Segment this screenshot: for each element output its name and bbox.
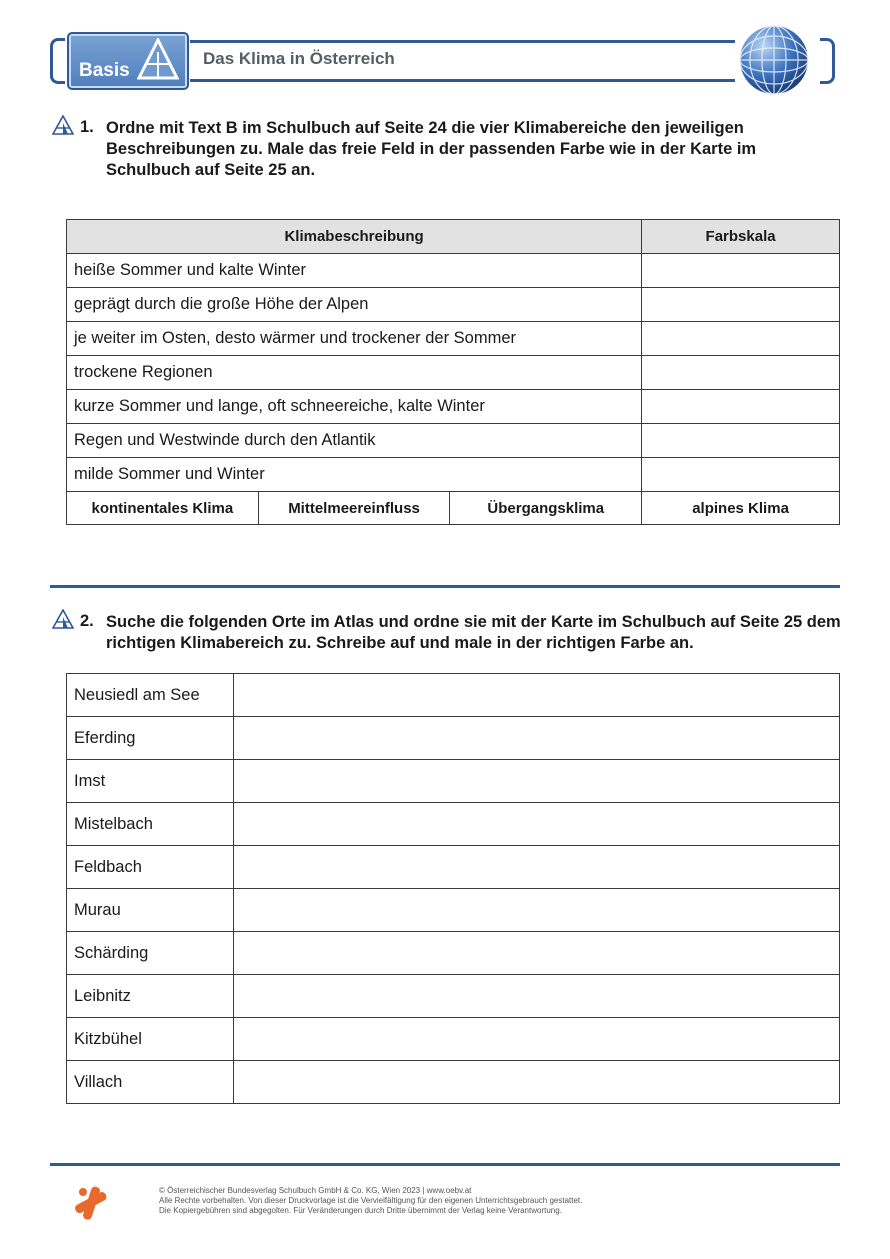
table-row (67, 458, 840, 492)
color-fill-cell[interactable] (642, 390, 840, 424)
table-row (67, 1018, 840, 1061)
table-row (67, 1061, 840, 1104)
publisher-logo-icon (72, 1184, 110, 1222)
color-fill-cell[interactable] (642, 254, 840, 288)
task1-instruction: Ordne mit Text B im Schulbuch auf Seite 24 die vier Klimabereiche den jeweiligen Beschreibungen zu. Male das freie Feld in der passenden Farbe wie in der Karte im Schulbuch auf Seite 25 an. (106, 119, 757, 179)
climate-table (66, 219, 840, 525)
description-cell: kurze Sommer und lange, oft schneereiche, kalte Winter (67, 390, 642, 424)
description-cell: trockene Regionen (67, 356, 642, 390)
answer-cell[interactable] (234, 717, 840, 760)
copyright-line: © Österreichischer Bundesverlag Schulbuch GmbH & Co. KG, Wien 2023 | www.oebv.at (159, 1186, 472, 1195)
answer-cell[interactable] (234, 674, 840, 717)
section-divider (50, 585, 840, 588)
basis-label: Basis (79, 60, 130, 81)
climate-options-row (67, 492, 840, 525)
description-cell: milde Sommer und Winter (67, 458, 642, 492)
place-name: Villach (67, 1061, 234, 1104)
answer-cell[interactable] (234, 889, 840, 932)
color-fill-cell[interactable] (642, 458, 840, 492)
table-row (67, 288, 840, 322)
answer-cell[interactable] (234, 975, 840, 1018)
option-kontinentales-klima: kontinentales Klima (67, 492, 259, 525)
basis-badge (67, 32, 189, 90)
page-title: Das Klima in Österreich (203, 49, 395, 68)
task2-level-icon (52, 609, 74, 629)
answer-cell[interactable] (234, 1018, 840, 1061)
task2-instruction: Suche die folgenden Orte im Atlas und ordne sie mit der Karte im Schulbuch auf Seite 25 dem richtigen Klimabereich zu. Schreibe auf und male in der richtigen Farbe an. (106, 613, 841, 652)
table-row (67, 390, 840, 424)
place-name: Feldbach (67, 846, 234, 889)
rights-line: Alle Rechte vorbehalten. Von dieser Druckvorlage ist die Vervielfältigung für den eigenen Unterrichtsgebrauch gestattet. (159, 1196, 583, 1205)
color-fill-cell[interactable] (642, 288, 840, 322)
right-bracket (820, 38, 835, 84)
table-row (67, 322, 840, 356)
option-uebergangsklima: Übergangsklima (450, 492, 642, 525)
copyright-notice (159, 1186, 582, 1216)
table-row (67, 674, 840, 717)
place-name: Mistelbach (67, 803, 234, 846)
task1-number: 1. (80, 118, 94, 136)
page-header (0, 0, 890, 110)
table-row (67, 717, 840, 760)
places-table (66, 673, 840, 1104)
description-cell: heiße Sommer und kalte Winter (67, 254, 642, 288)
level-triangle-icon (137, 38, 179, 82)
description-cell: geprägt durch die große Höhe der Alpen (67, 288, 642, 322)
answer-cell[interactable] (234, 932, 840, 975)
column-header-description: Klimabeschreibung (67, 220, 642, 254)
table-row (67, 356, 840, 390)
option-mittelmeereinfluss: Mittelmeereinfluss (258, 492, 450, 525)
option-alpines-klima: alpines Klima (642, 492, 840, 525)
place-name: Kitzbühel (67, 1018, 234, 1061)
place-name: Schärding (67, 932, 234, 975)
globe-icon (738, 24, 810, 96)
color-fill-cell[interactable] (642, 356, 840, 390)
place-name: Neusiedl am See (67, 674, 234, 717)
answer-cell[interactable] (234, 760, 840, 803)
table-row (67, 889, 840, 932)
answer-cell[interactable] (234, 803, 840, 846)
task1-level-icon (52, 115, 74, 135)
column-header-color: Farbskala (642, 220, 840, 254)
table-row (67, 932, 840, 975)
place-name: Leibnitz (67, 975, 234, 1018)
table-row (67, 424, 840, 458)
task2-number: 2. (80, 612, 94, 630)
left-bracket (50, 38, 65, 84)
description-cell: Regen und Westwinde durch den Atlantik (67, 424, 642, 458)
fees-line: Die Kopiergebühren sind abgegolten. Für Veränderungen durch Dritte übernimmt der Verlag keine Verantwortung. (159, 1206, 562, 1215)
table-row (67, 975, 840, 1018)
table-row (67, 254, 840, 288)
table-row (67, 760, 840, 803)
place-name: Murau (67, 889, 234, 932)
table-header-row (67, 220, 840, 254)
place-name: Eferding (67, 717, 234, 760)
color-fill-cell[interactable] (642, 424, 840, 458)
description-cell: je weiter im Osten, desto wärmer und trockener der Sommer (67, 322, 642, 356)
color-fill-cell[interactable] (642, 322, 840, 356)
footer-divider (50, 1163, 840, 1166)
answer-cell[interactable] (234, 1061, 840, 1104)
table-row (67, 803, 840, 846)
place-name: Imst (67, 760, 234, 803)
answer-cell[interactable] (234, 846, 840, 889)
table-row (67, 846, 840, 889)
